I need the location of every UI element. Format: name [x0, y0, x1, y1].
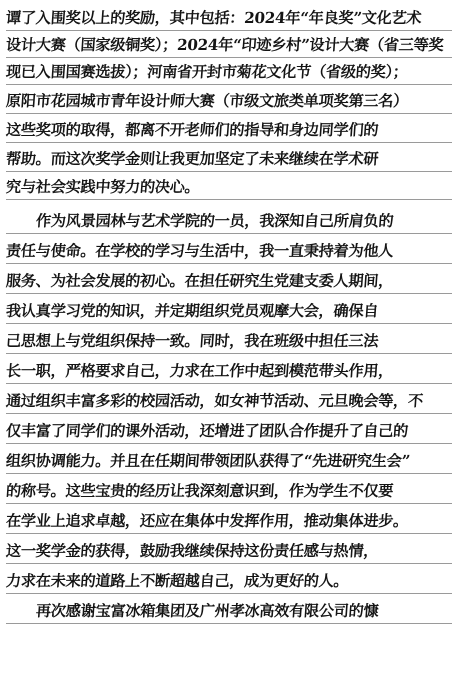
ruled-line-19 [6, 536, 452, 564]
handwritten-text-line: 原阳市花园城市青年设计师大赛（市级文旅类单项奖第三名） [5, 92, 409, 110]
ruled-line-13 [6, 356, 452, 384]
handwritten-text-line: 通过组织丰富多彩的校园活动，如女神节活动、元旦晚会等，不 [5, 392, 424, 410]
handwritten-text-line: 设计大赛（国家级铜奖）；2024年“印迹乡村”设计大赛（省三等奖 [5, 36, 445, 54]
ruled-line-14 [6, 386, 452, 414]
ruled-line-9 [6, 236, 452, 264]
handwritten-text-line: 服务、为社会发展的初心。在担任研究生党建支委人期间， [5, 272, 394, 290]
handwritten-text-line: 组织协调能力。并且在任期间带领团队获得了“先进研究生会” [5, 452, 411, 470]
ruled-line-11 [6, 296, 452, 324]
ruled-line-20 [6, 566, 452, 594]
ruled-line-10 [6, 266, 452, 294]
handwritten-text-line: 谭了入围奖以上的奖励，其中包括：2024年“年良奖”文化艺术 [5, 9, 422, 27]
ruled-line-15 [6, 416, 452, 444]
handwritten-text-line: 帮助。而这次奖学金则让我更加坚定了未来继续在学术研 [5, 150, 379, 168]
ruled-line-21 [6, 596, 452, 624]
handwritten-text-line: 再次感谢宝富冰箱集团及广州孝冰高效有限公司的慷 [35, 602, 380, 620]
ruled-line-16 [6, 446, 452, 474]
handwritten-text-line: 这些奖项的取得，都离不开老师们的指导和身边同学们的 [5, 121, 379, 139]
handwritten-text-line: 现已入围国赛选拔）；河南省开封市菊花文化节（省级的奖）； [5, 63, 409, 81]
ruled-line-4 [6, 86, 452, 114]
handwritten-text-line: 仅丰富了同学们的课外活动，还增进了团队合作提升了自己的 [5, 422, 409, 440]
handwritten-text-line: 力求在未来的道路上不断超越自己，成为更好的人。 [5, 572, 350, 590]
ruled-line-3 [6, 57, 452, 85]
ruled-line-5 [6, 115, 452, 143]
ruled-line-6 [6, 144, 452, 172]
ruled-line-1 [6, 3, 452, 31]
ruled-line-18 [6, 506, 452, 534]
handwritten-text-line: 长一职，严格要求自己，力求在工作中起到模范带头作用， [5, 362, 394, 380]
handwritten-text-line: 究与社会实践中努力的决心。 [5, 178, 201, 196]
handwritten-text-line: 这一奖学金的获得，鼓励我继续保持这份责任感与热情， [5, 542, 379, 560]
ruled-line-2 [6, 30, 452, 58]
ruled-line-17 [6, 476, 452, 504]
ruled-line-7 [6, 172, 452, 200]
handwritten-text-line: 己思想上与党组织保持一致。同时，我在班级中担任三法 [5, 332, 379, 350]
handwritten-text-line: 在学业上追求卓越，还应在集体中发挥作用，推动集体进步。 [5, 512, 409, 530]
handwritten-text-line: 作为风景园林与艺术学院的一员，我深知自己所肩负的 [35, 212, 394, 230]
handwritten-text-line: 我认真学习党的知识，并定期组织党员观摩大会，确保自 [5, 302, 379, 320]
ruled-line-12 [6, 326, 452, 354]
handwritten-text-line: 的称号。这些宝贵的经历让我深刻意识到，作为学生不仅要 [5, 482, 394, 500]
handwritten-text-line: 责任与使命。在学校的学习与生活中，我一直秉持着为他人 [5, 242, 394, 260]
ruled-line-8 [6, 206, 452, 234]
